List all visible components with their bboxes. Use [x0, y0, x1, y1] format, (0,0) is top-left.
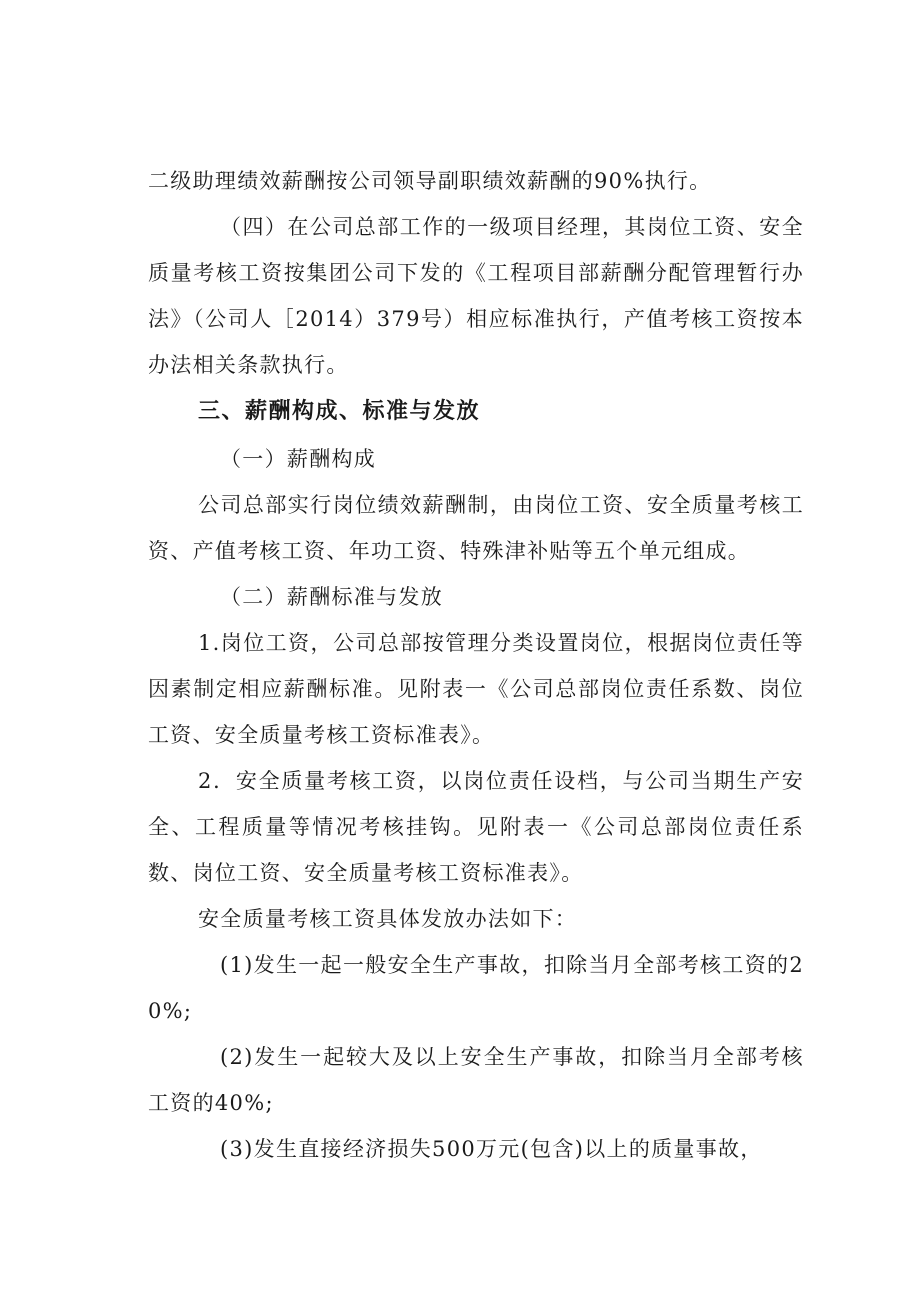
paragraph-method-intro: 安全质量考核工资具体发放办法如下：: [198, 907, 578, 931]
section-heading-three: 三、薪酬构成、标准与发放: [198, 399, 481, 424]
paragraph-post-wage: 1.岗位工资，公司总部按管理分类设置岗位，根据岗位责任等因素制定相应薪酬标准。见附表一《公司总部岗位责任系数、岗位工资、安全质量考核工资标准表》。: [148, 631, 804, 747]
paragraph-rule-three: (3)发生直接经济损失500万元(包含)以上的质量事故，: [220, 1137, 763, 1161]
subheading-salary-structure: （一）薪酬构成: [220, 447, 377, 471]
paragraph-item-four: （四）在公司总部工作的一级项目经理，其岗位工资、安全质量考核工资按集团公司下发的《工程项目部薪酬分配管理暂行办法》（公司人［2014）379号）相应标准执行，产值考核工资按本办法相关条款执行。: [148, 215, 804, 377]
paragraph-rule-two: (2)发生一起较大及以上安全生产事故，扣除当月全部考核工资的40%;: [148, 1045, 804, 1115]
paragraph-rule-one: (1)发生一起一般安全生产事故，扣除当月全部考核工资的20%;: [148, 953, 804, 1023]
document-body: [148, 158, 804, 1172]
subheading-salary-standard: （二）薪酬标准与发放: [220, 585, 443, 609]
paragraph-salary-structure: 公司总部实行岗位绩效薪酬制，由岗位工资、安全质量考核工资、产值考核工资、年功工资、特殊津补贴等五个单元组成。: [148, 493, 804, 563]
paragraph-safety-quality-wage: 2．安全质量考核工资，以岗位责任设档，与公司当期生产安全、工程质量等情况考核挂钩。见附表一《公司总部岗位责任系数、岗位工资、安全质量考核工资标准表》。: [148, 769, 804, 885]
paragraph-continuation: 二级助理绩效薪酬按公司领导副职绩效薪酬的90%执行。: [148, 169, 712, 193]
